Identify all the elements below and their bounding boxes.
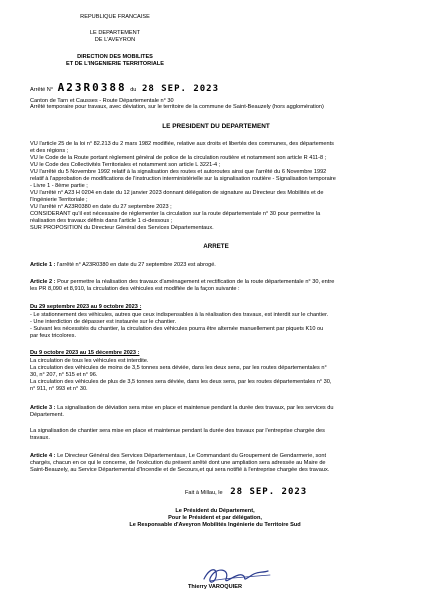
visa-line: VU l'article 25 de la loi n° 82.213 du 2 mars 1982 modifiée, relative aux droits et libertés des communes, des départements — [30, 141, 334, 147]
article-3-label: Article 3 : — [30, 405, 56, 411]
visa-line: VU l'arrêté n° A23R0380 en date du 27 septembre 2023 ; — [30, 204, 172, 210]
department-line-1: LE DEPARTEMENT — [89, 30, 141, 36]
direction-line-1: DIRECTION DES MOBILITES — [77, 54, 153, 60]
article-4-text: Le Directeur Général des Services Départementaux, Le Commandant du Groupement de Gendarmerie, sont — [57, 453, 327, 459]
visa-line: - Livre 1 - 8ème partie ; — [30, 183, 88, 189]
period-2-item: 30, n° 207, n° 515 et n° 96. — [30, 372, 98, 378]
visa-line: VU l'arrêté du 5 Novembre 1992 relatif à la signalisation des routes et autoroutes ainsi que l'arrêté du 6 Novembre 1992 — [30, 169, 327, 175]
signature-place-date — [185, 487, 307, 497]
article-1 — [30, 262, 402, 269]
arrete-date-stamp: 28 SEP. 2023 — [141, 84, 220, 94]
article-1-text: l'arrêté n° A23R0380 en date du 27 septembre 2023 est abrogé. — [57, 262, 216, 268]
period-2-item: La circulation des véhicules de plus de 3,5 tonnes sera déviée, dans les deux sens, par les routes départementales n° 30, — [30, 379, 332, 385]
visa-line: relatif à l'approbation de modifications de l'instruction interministérielle sur la signalisation routière - Signalisation temporaire — [30, 176, 336, 182]
visa-line: VU l'arrêté n° A23 H 0204 en date du 12 janvier 2023 donnant délégation de signature au Directeur des Mobilités et de — [30, 190, 324, 196]
article-2-label: Article 2 : — [30, 279, 56, 285]
visa-line: CONSIDERANT qu'il est nécessaire de réglementer la circulation sur la route départementale n° 30 pour permettre la — [30, 211, 321, 217]
arrete-heading: ARRETE — [203, 243, 229, 250]
article-3-line-4: travaux. — [30, 435, 50, 441]
subject-line-1: Canton de Tarn et Causses - Route Départementale n° 30 — [30, 98, 174, 104]
period-1-item: - Suivant les nécessités du chantier, la circulation des véhicules pourra être alternée manuellement par piquets K10 ou — [30, 326, 324, 332]
article-4-label: Article 4 : — [30, 453, 56, 459]
signature-line-2: Pour le Président et par délégation, — [168, 515, 262, 521]
signature-line-3: Le Responsable d'Aveyron Mobilités Ingénierie du Territoire Sud — [129, 522, 301, 528]
article-2-line-2: les PR 8,090 et 8,910, la circulation des véhicules est modifiée de la façon suivante : — [30, 286, 240, 292]
arrete-prefix: Arrêté N° — [30, 87, 54, 93]
visa-line: réalisation des travaux définis dans l'article 1 ci-dessous ; — [30, 218, 173, 224]
visa-line: VU le Code des Collectivités Territoriales et notamment son article L 3221-4 ; — [30, 162, 221, 168]
period-1-item: - Le stationnement des véhicules, autres que ceux indispensables à la réalisation des travaux, est interdit sur le chantier. — [30, 312, 329, 318]
signatory-name: Thierry VAROQUIER — [188, 584, 242, 590]
article-1-label: Article 1 : — [30, 262, 56, 268]
subject-line-2: Arrêté temporaire pour travaux, avec déviation, sur le territoire de la commune de Saint-Beauzely (hors agglomération) — [30, 104, 324, 110]
article-4-line-3: Saint-Beauzely, au Service Départemental d'Incendie et de Secours,et qui sera notifié à l'entreprise chargée des travaux. — [30, 467, 330, 473]
document-title: LE PRESIDENT DU DEPARTEMENT — [162, 123, 270, 130]
period-1-item: - Une interdiction de dépasser est instaurée sur le chantier. — [30, 319, 177, 325]
period-2-heading: Du 9 octobre 2023 au 15 décembre 2023 : — [30, 350, 140, 356]
signature-line-1: Le Président du Département, — [175, 508, 255, 514]
visa-line: SUR PROPOSITION du Directeur Général des Services Départementaux. — [30, 225, 214, 231]
department-line-2: DE L'AVEYRON — [94, 37, 136, 43]
article-3-line-1 — [30, 405, 402, 412]
period-1-heading: Du 29 septembre 2023 au 9 octobre 2023 : — [30, 304, 142, 310]
article-4-line-2: chargés, chacun en ce qui le concerne, de l'exécution du présent arrêté dont une ampliation sera adressée au Maire de — [30, 460, 326, 466]
republic-header: REPUBLIQUE FRANCAISE — [80, 14, 150, 20]
article-3-line-3: La signalisation de chantier sera mise en place et maintenue pendant la durée des travaux par l'entreprise chargée des — [30, 428, 325, 434]
arrete-du: du — [130, 87, 137, 93]
visa-line: VU le Code de la Route portant règlement général de police de la circulation routière et notamment son article R 411-8 ; — [30, 155, 327, 161]
period-2-item: n° 911, n° 993 et n° 30. — [30, 386, 88, 392]
visa-line: l'Ingénierie Territoriale ; — [30, 197, 88, 203]
arrete-number-line — [30, 81, 219, 94]
visa-line: et des régions ; — [30, 148, 69, 154]
article-3-text: La signalisation de déviation sera mise en place et maintenue pendant la durée des travaux, par les services du — [57, 405, 334, 411]
arrete-number: A23R0388 — [57, 81, 127, 94]
signature-date-stamp: 28 SEP. 2023 — [230, 487, 308, 497]
period-1-item: par feux tricolores. — [30, 333, 77, 339]
article-4-line-1 — [30, 453, 402, 460]
article-2-text: Pour permettre la réalisation des travaux d'aménagement et rectification de la route départementale n° 30, entre — [57, 279, 335, 285]
signature-place: Fait à Millau, le — [185, 490, 223, 496]
direction-line-2: ET DE L'INGENIERIE TERRITORIALE — [66, 61, 164, 67]
period-2-item: La circulation de tous les véhicules est interdite. — [30, 358, 149, 364]
article-3-line-2: Département. — [30, 412, 64, 418]
period-2-item: La circulation des véhicules de moins de 3,5 tonnes sera déviée, dans les deux sens, par les routes départementales n° — [30, 365, 327, 371]
article-2-line-1 — [30, 279, 402, 286]
